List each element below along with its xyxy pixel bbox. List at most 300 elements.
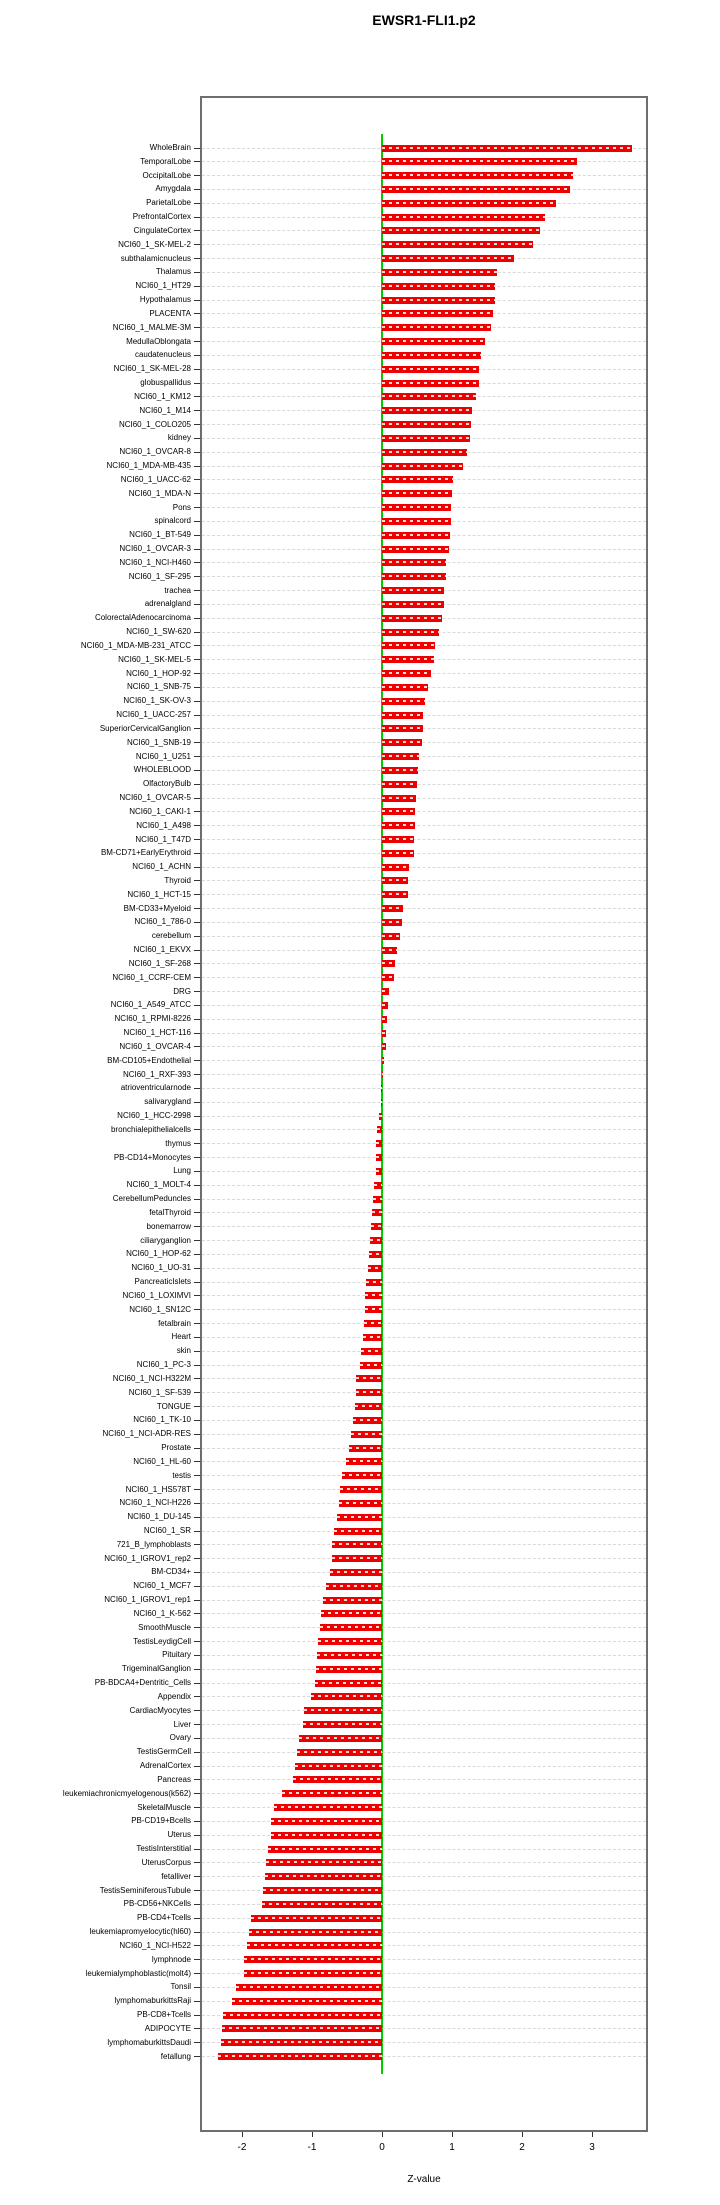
y-axis-tick xyxy=(194,1683,200,1684)
bar-dash-pattern xyxy=(356,1391,382,1393)
category-label: ciliaryganglion xyxy=(140,1235,191,1245)
category-label: Pituitary xyxy=(162,1650,191,1660)
gridline xyxy=(202,1005,646,1006)
category-label: NCI60_1_RPMI-8226 xyxy=(114,1014,191,1024)
bar xyxy=(382,393,476,400)
bar xyxy=(251,1915,382,1922)
y-axis-tick xyxy=(194,853,200,854)
category-label: NCI60_1_OVCAR-8 xyxy=(119,447,191,457)
gridline xyxy=(202,1171,646,1172)
bar-dash-pattern xyxy=(382,1018,387,1020)
gridline xyxy=(202,1724,646,1725)
category-label: leukemialymphoblastic(molt4) xyxy=(85,1968,191,1978)
y-axis-tick xyxy=(194,286,200,287)
y-axis-tick xyxy=(194,1461,200,1462)
bar xyxy=(382,158,577,165)
y-axis-tick xyxy=(194,728,200,729)
bar-dash-pattern xyxy=(382,465,463,467)
bar-dash-pattern xyxy=(263,1889,382,1891)
x-axis-tick xyxy=(452,2132,453,2137)
bar xyxy=(382,725,423,732)
bar xyxy=(382,601,444,608)
bar-dash-pattern xyxy=(368,1267,382,1269)
gridline xyxy=(202,1226,646,1227)
category-label: kidney xyxy=(167,433,191,443)
category-label: fetalliver xyxy=(161,1871,191,1881)
gridline xyxy=(202,853,646,854)
bar-dash-pattern xyxy=(382,561,446,563)
category-label: Heart xyxy=(171,1332,191,1342)
category-label: NCI60_1_HCT-116 xyxy=(123,1028,191,1038)
bar-dash-pattern xyxy=(374,1184,382,1186)
y-axis-tick xyxy=(194,1641,200,1642)
category-label: NCI60_1_HOP-62 xyxy=(126,1249,191,1259)
bar xyxy=(376,1168,382,1175)
category-label: NCI60_1_LOXIMVI xyxy=(122,1290,191,1300)
x-axis-tick xyxy=(592,2132,593,2137)
bar-dash-pattern xyxy=(382,271,497,273)
category-label: PLACENTA xyxy=(149,308,191,318)
y-axis-tick xyxy=(194,161,200,162)
y-axis-tick xyxy=(194,493,200,494)
bar xyxy=(382,476,453,483)
gridline xyxy=(202,1544,646,1545)
y-axis-tick xyxy=(194,1779,200,1780)
bar-dash-pattern xyxy=(382,700,425,702)
y-axis-tick xyxy=(194,1987,200,1988)
bar xyxy=(320,1624,382,1631)
y-axis-tick xyxy=(194,148,200,149)
x-axis-tick-label: -1 xyxy=(307,2142,317,2153)
category-label: NCI60_1_MALME-3M xyxy=(112,322,191,332)
y-axis-tick xyxy=(194,341,200,342)
y-axis-tick xyxy=(194,1420,200,1421)
bar-dash-pattern xyxy=(382,368,479,370)
category-label: lymphomaburkittsRaji xyxy=(114,1996,191,2006)
bar xyxy=(382,532,450,539)
bar xyxy=(370,1237,382,1244)
bar xyxy=(382,836,414,843)
bar xyxy=(382,145,632,152)
bar-dash-pattern xyxy=(262,1903,382,1905)
bar xyxy=(382,1002,388,1009)
category-label: fetallung xyxy=(160,2051,191,2061)
gridline xyxy=(202,1185,646,1186)
bar xyxy=(382,490,452,497)
bar-dash-pattern xyxy=(326,1585,382,1587)
bar-dash-pattern xyxy=(346,1460,382,1462)
category-label: CardiacMyocytes xyxy=(129,1705,191,1715)
category-label: TestisSeminiferousTubule xyxy=(99,1885,191,1895)
category-label: leukemiachronicmyelogenous(k562) xyxy=(62,1788,191,1798)
bar xyxy=(376,1140,382,1147)
bar xyxy=(382,629,439,636)
category-label: TestisInterstitial xyxy=(136,1844,191,1854)
bar-dash-pattern xyxy=(382,1059,384,1061)
bar xyxy=(382,1043,386,1050)
bar xyxy=(382,338,485,345)
category-label: skin xyxy=(176,1346,191,1356)
bar xyxy=(382,214,545,221)
category-label: lymphomaburkittsDaudi xyxy=(107,2037,191,2047)
bar-dash-pattern xyxy=(382,631,439,633)
bar-dash-pattern xyxy=(382,838,414,840)
category-label: NCI60_1_NCI-H460 xyxy=(119,557,191,567)
y-axis-tick xyxy=(194,355,200,356)
bar-dash-pattern xyxy=(382,534,450,536)
bar-dash-pattern xyxy=(372,1211,382,1213)
gridline xyxy=(202,1448,646,1449)
bar-dash-pattern xyxy=(320,1626,382,1628)
y-axis-tick xyxy=(194,977,200,978)
bar xyxy=(382,933,400,940)
gridline xyxy=(202,1157,646,1158)
bar-dash-pattern xyxy=(381,1101,382,1103)
category-label: Pancreas xyxy=(157,1774,191,1784)
y-axis-tick xyxy=(194,880,200,881)
y-axis-tick xyxy=(194,1005,200,1006)
y-axis-tick xyxy=(194,1572,200,1573)
bar-dash-pattern xyxy=(382,741,422,743)
category-label: PB-CD4+Tcells xyxy=(136,1913,191,1923)
bar-dash-pattern xyxy=(223,2014,382,2016)
bar-dash-pattern xyxy=(382,589,444,591)
bar xyxy=(376,1154,382,1161)
bar-dash-pattern xyxy=(376,1156,382,1158)
y-axis-tick xyxy=(194,1226,200,1227)
category-label: UterusCorpus xyxy=(141,1857,191,1867)
category-label: NCI60_1_MDA-MB-435 xyxy=(106,461,191,471)
y-axis-tick xyxy=(194,1046,200,1047)
y-axis-tick xyxy=(194,2028,200,2029)
gridline xyxy=(202,1683,646,1684)
bar xyxy=(363,1334,382,1341)
bar-dash-pattern xyxy=(244,1958,382,1960)
category-label: NCI60_1_BT-549 xyxy=(129,530,191,540)
bar xyxy=(318,1638,382,1645)
x-axis-tick-label: 2 xyxy=(519,2142,525,2153)
gridline xyxy=(202,1309,646,1310)
gridline xyxy=(202,1807,646,1808)
category-label: lymphnode xyxy=(151,1954,191,1964)
category-label: NCI60_1_DU-145 xyxy=(127,1512,191,1522)
category-label: Thalamus xyxy=(155,267,191,277)
bar-dash-pattern xyxy=(274,1806,382,1808)
category-label: Tonsil xyxy=(170,1982,191,1992)
bar xyxy=(382,310,493,317)
bar xyxy=(271,1832,382,1839)
bar-dash-pattern xyxy=(265,1875,382,1877)
bar xyxy=(381,1099,382,1106)
bar xyxy=(382,753,419,760)
bar-dash-pattern xyxy=(304,1709,382,1711)
bar xyxy=(351,1431,383,1438)
gridline xyxy=(202,963,646,964)
bar-dash-pattern xyxy=(382,257,514,259)
bar xyxy=(244,1956,382,1963)
category-label: NCI60_1_A498 xyxy=(136,820,191,830)
y-axis-tick xyxy=(194,230,200,231)
category-label: BM-CD71+EarlyErythroid xyxy=(100,848,191,858)
category-label: fetalbrain xyxy=(158,1318,191,1328)
bar xyxy=(377,1126,382,1133)
category-label: Lung xyxy=(173,1166,191,1176)
bar xyxy=(337,1514,383,1521)
bar xyxy=(274,1804,382,1811)
bar xyxy=(349,1445,382,1452)
bar xyxy=(379,1113,383,1120)
gridline xyxy=(202,1143,646,1144)
bar xyxy=(332,1541,382,1548)
category-label: NCI60_1_HL-60 xyxy=(133,1456,191,1466)
y-axis-tick xyxy=(194,756,200,757)
bar-dash-pattern xyxy=(373,1198,382,1200)
bar xyxy=(382,891,408,898)
bar xyxy=(382,1057,384,1064)
gridline xyxy=(202,1835,646,1836)
y-axis-tick xyxy=(194,576,200,577)
bar xyxy=(382,269,497,276)
bar-dash-pattern xyxy=(382,202,556,204)
bar-dash-pattern xyxy=(382,354,481,356)
category-label: Hypothalamus xyxy=(139,295,191,305)
gridline xyxy=(202,1766,646,1767)
bar xyxy=(353,1417,382,1424)
category-label: WholeBrain xyxy=(149,143,191,152)
bar-dash-pattern xyxy=(282,1792,382,1794)
gridline xyxy=(202,1060,646,1061)
bar xyxy=(360,1362,382,1369)
bar-dash-pattern xyxy=(339,1502,382,1504)
y-axis-tick xyxy=(194,1406,200,1407)
bar xyxy=(334,1528,382,1535)
category-label: NCI60_1_SF-295 xyxy=(128,571,191,581)
y-axis-tick xyxy=(194,1434,200,1435)
bar-dash-pattern xyxy=(299,1737,382,1739)
bar-dash-pattern xyxy=(382,188,570,190)
category-label: NCI60_1_786-0 xyxy=(134,917,191,927)
gridline xyxy=(202,811,646,812)
gridline xyxy=(202,1641,646,1642)
bar-dash-pattern xyxy=(221,2041,382,2043)
gridline xyxy=(202,784,646,785)
plot-area-border xyxy=(200,96,648,2132)
category-label: OccipitalLobe xyxy=(142,170,191,180)
gridline xyxy=(202,1406,646,1407)
bar xyxy=(382,518,451,525)
bar xyxy=(304,1707,382,1714)
y-axis-tick xyxy=(194,1295,200,1296)
bar xyxy=(382,241,533,248)
bar-dash-pattern xyxy=(271,1820,382,1822)
category-label: PB-CD14+Monocytes xyxy=(113,1152,191,1162)
bar-dash-pattern xyxy=(293,1778,382,1780)
x-axis-tick-label: 0 xyxy=(379,2142,385,2153)
gridline xyxy=(202,1088,646,1089)
bar xyxy=(356,1389,382,1396)
gridline xyxy=(202,1531,646,1532)
y-axis-tick xyxy=(194,452,200,453)
category-label: BM-CD33+Myeloid xyxy=(123,903,191,913)
category-label: NCI60_1_NCI-H226 xyxy=(119,1498,191,1508)
bar xyxy=(346,1458,382,1465)
bar-dash-pattern xyxy=(382,962,395,964)
y-axis-tick xyxy=(194,1876,200,1877)
y-axis-tick xyxy=(194,1129,200,1130)
bar-dash-pattern xyxy=(244,1972,382,1974)
category-label: NCI60_1_PC-3 xyxy=(136,1360,191,1370)
y-axis-tick xyxy=(194,189,200,190)
gridline xyxy=(202,1212,646,1213)
gridline xyxy=(202,1572,646,1573)
y-axis-tick xyxy=(194,2015,200,2016)
y-axis-tick xyxy=(194,1074,200,1075)
category-label: NCI60_1_T47D xyxy=(135,834,191,844)
category-label: NCI60_1_OVCAR-3 xyxy=(119,544,191,554)
bar-dash-pattern xyxy=(366,1281,382,1283)
bar-dash-pattern xyxy=(365,1294,382,1296)
gridline xyxy=(202,825,646,826)
gridline xyxy=(202,1489,646,1490)
y-axis-tick xyxy=(194,479,200,480)
y-axis-tick xyxy=(194,1448,200,1449)
y-axis-tick xyxy=(194,1185,200,1186)
y-axis-tick xyxy=(194,1157,200,1158)
y-axis-tick xyxy=(194,203,200,204)
bar-dash-pattern xyxy=(382,520,451,522)
bar xyxy=(222,2025,382,2032)
category-label: NCI60_1_MCF7 xyxy=(133,1581,191,1591)
category-label: leukemiapromyelocytic(hl60) xyxy=(89,1927,191,1937)
bar xyxy=(244,1970,382,1977)
category-label: Uterus xyxy=(167,1830,191,1840)
bar xyxy=(382,919,402,926)
category-label: NCI60_1_M14 xyxy=(139,405,191,415)
bar xyxy=(371,1223,382,1230)
bar-dash-pattern xyxy=(382,797,416,799)
y-axis-tick xyxy=(194,1932,200,1933)
bar xyxy=(382,255,514,262)
y-axis-tick xyxy=(194,1060,200,1061)
bar xyxy=(382,227,540,234)
category-label: NCI60_1_MOLT-4 xyxy=(126,1180,191,1190)
category-label: NCI60_1_SK-MEL-2 xyxy=(118,239,191,249)
category-label: NCI60_1_OVCAR-5 xyxy=(119,793,191,802)
category-label: WHOLEBLOOD xyxy=(133,765,191,775)
bar-dash-pattern xyxy=(318,1640,382,1642)
category-label: NCI60_1_SR xyxy=(143,1526,191,1535)
bar-dash-pattern xyxy=(382,852,414,854)
y-axis-tick xyxy=(194,175,200,176)
bar xyxy=(311,1693,382,1700)
category-label: testis xyxy=(172,1470,191,1480)
gridline xyxy=(202,1365,646,1366)
bar-dash-pattern xyxy=(371,1225,382,1227)
bar-dash-pattern xyxy=(382,243,533,245)
y-axis-tick xyxy=(194,1240,200,1241)
y-axis-tick xyxy=(194,2056,200,2057)
category-label: TestisGermCell xyxy=(136,1747,191,1757)
category-label: SmoothMuscle xyxy=(138,1622,191,1632)
category-label: NCI60_1_NCI-H322M xyxy=(112,1373,191,1383)
bar xyxy=(382,670,431,677)
category-label: salivarygland xyxy=(144,1097,191,1107)
bar-dash-pattern xyxy=(251,1917,382,1919)
bar-dash-pattern xyxy=(382,299,495,301)
bar-dash-pattern xyxy=(382,382,479,384)
gridline xyxy=(202,1600,646,1601)
bar-dash-pattern xyxy=(382,506,451,508)
x-axis-tick xyxy=(242,2132,243,2137)
bar-dash-pattern xyxy=(382,409,472,411)
gridline xyxy=(202,1337,646,1338)
category-label: NCI60_1_A549_ATCC xyxy=(110,1000,191,1010)
category-label: NCI60_1_MDA-N xyxy=(128,488,191,498)
bar-dash-pattern xyxy=(382,340,485,342)
y-axis-tick xyxy=(194,1849,200,1850)
bar-dash-pattern xyxy=(353,1419,382,1421)
bar xyxy=(382,947,397,954)
bar xyxy=(223,2012,382,2019)
gridline xyxy=(202,1696,646,1697)
category-label: bronchialepithelialcells xyxy=(110,1124,191,1134)
y-axis-tick xyxy=(194,1710,200,1711)
bar-dash-pattern xyxy=(382,1045,386,1047)
bar-dash-pattern xyxy=(382,575,446,577)
gridline xyxy=(202,1655,646,1656)
bar xyxy=(382,684,428,691)
y-axis-tick xyxy=(194,424,200,425)
gridline xyxy=(202,1116,646,1117)
category-label: NCI60_1_UO-31 xyxy=(131,1263,191,1273)
category-label: PB-BDCA4+Dentritic_Cells xyxy=(94,1678,191,1688)
y-axis-tick xyxy=(194,963,200,964)
bar xyxy=(382,615,442,622)
y-axis-tick xyxy=(194,1738,200,1739)
gridline xyxy=(202,1517,646,1518)
y-axis-tick xyxy=(194,300,200,301)
bar xyxy=(268,1846,382,1853)
category-label: Liver xyxy=(173,1719,191,1729)
category-label: thymus xyxy=(165,1138,191,1148)
bar xyxy=(382,200,556,207)
category-label: AdrenalCortex xyxy=(139,1761,191,1771)
y-axis-tick xyxy=(194,715,200,716)
category-label: 721_B_lymphoblasts xyxy=(116,1539,191,1549)
bar-dash-pattern xyxy=(342,1474,382,1476)
category-label: NCI60_1_MDA-MB-231_ATCC xyxy=(80,640,191,650)
bar xyxy=(262,1901,382,1908)
y-axis-tick xyxy=(194,562,200,563)
gridline xyxy=(202,1392,646,1393)
bar xyxy=(382,1016,387,1023)
bar xyxy=(249,1929,382,1936)
y-axis-tick xyxy=(194,383,200,384)
bar xyxy=(218,2053,383,2060)
bar-dash-pattern xyxy=(382,686,428,688)
x-axis-tick-label: -2 xyxy=(237,2142,247,2153)
category-label: CingulateCortex xyxy=(133,225,191,235)
y-axis-tick xyxy=(194,867,200,868)
category-label: PB-CD8+Tcells xyxy=(136,2010,191,2020)
gridline xyxy=(202,1752,646,1753)
bar-dash-pattern xyxy=(382,769,418,771)
category-label: NCI60_1_HCC-2998 xyxy=(117,1111,191,1121)
bar xyxy=(332,1555,382,1562)
category-label: cerebellum xyxy=(151,931,191,941)
bar xyxy=(356,1375,382,1382)
bar-dash-pattern xyxy=(382,174,573,176)
